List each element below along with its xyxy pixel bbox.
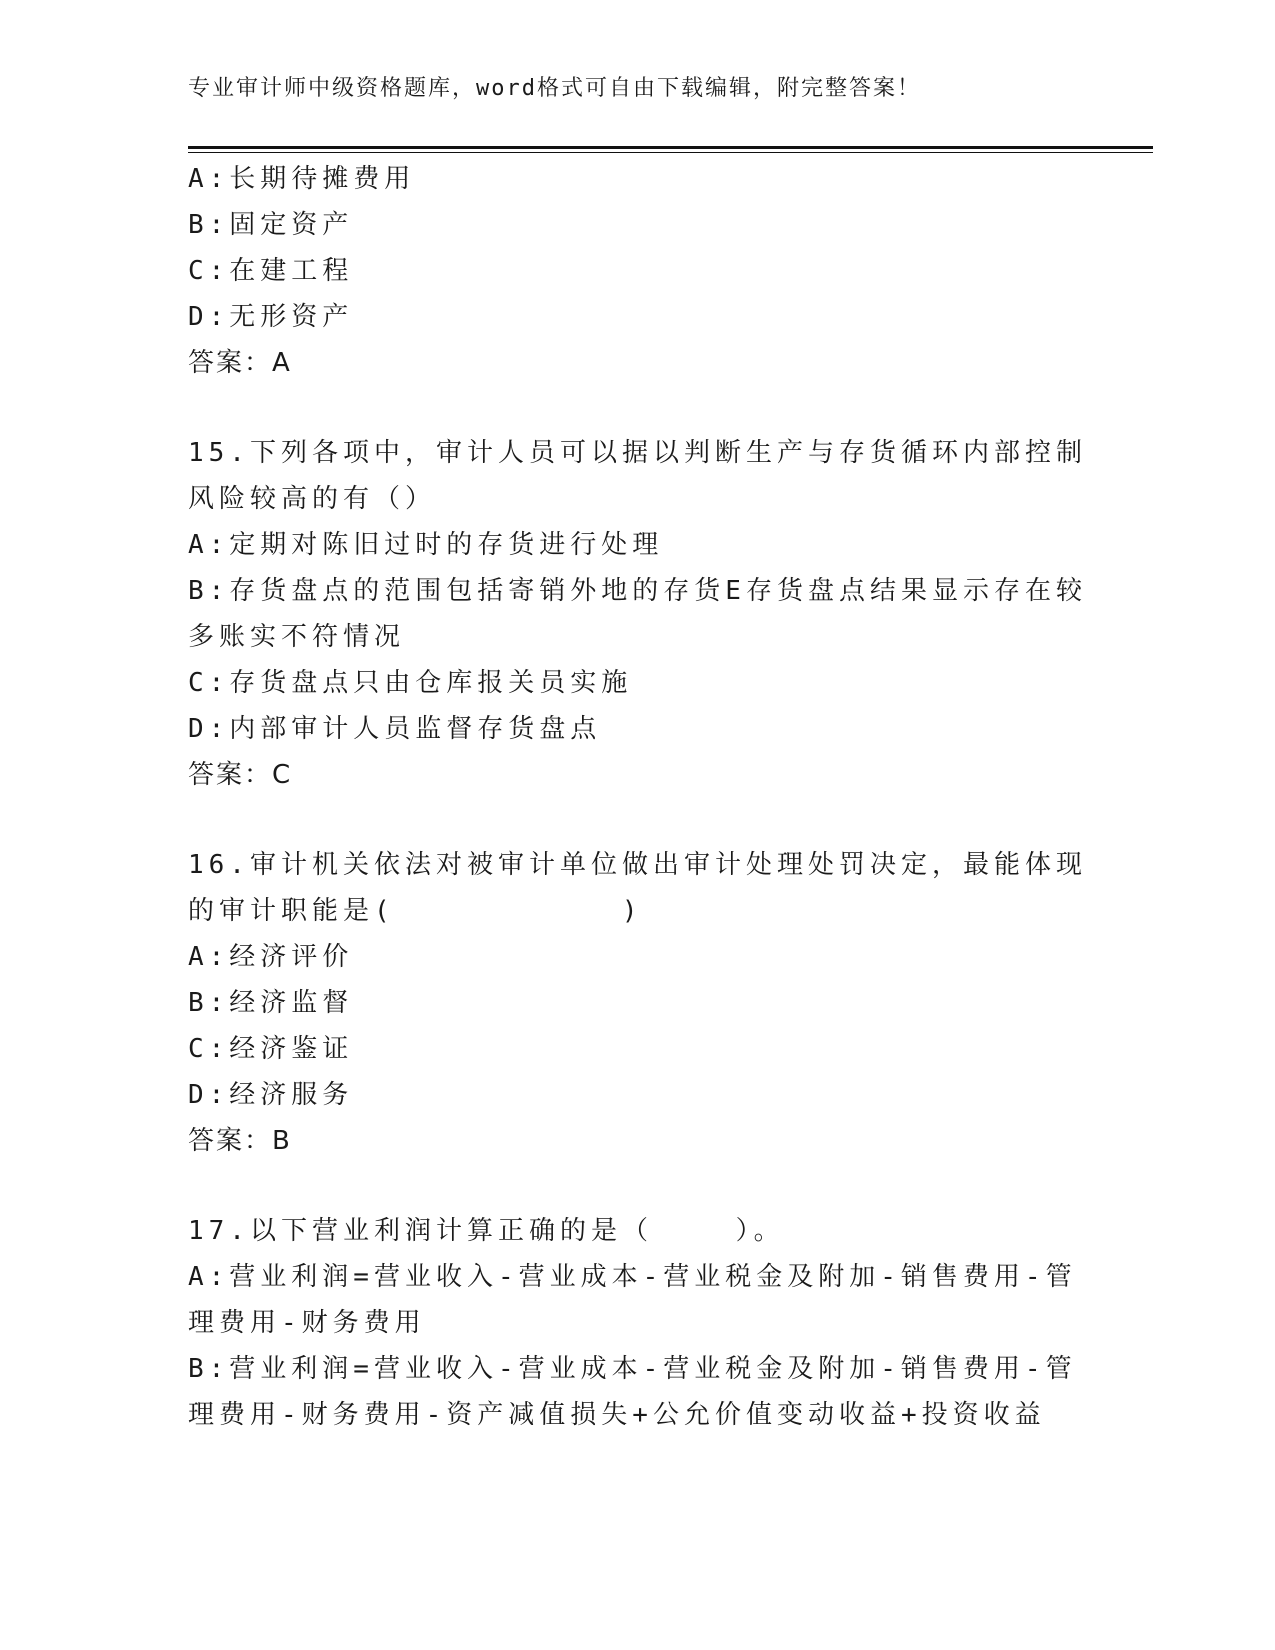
question-stem: 17.以下营业利润计算正确的是（ ）。 [188, 1216, 785, 1246]
option-b: B:存货盘点的范围包括寄销外地的存货E存货盘点结果显示存在较多账实不符情况 [188, 576, 1087, 652]
question-block [188, 430, 1088, 798]
header-rule-thin [188, 152, 1153, 153]
option-a: A:营业利润=营业收入-营业成本-营业税金及附加-销售费用-管理费用-财务费用 [188, 1262, 1077, 1338]
question-block [188, 156, 1088, 386]
option-c: C:经济鉴证 [188, 1034, 354, 1064]
option-b: B:经济监督 [188, 988, 354, 1018]
option-d: D:经济服务 [188, 1080, 354, 1110]
question-block [188, 842, 1088, 1164]
question-stem: 16.审计机关依法对被审计单位做出审计处理处罚决定，最能体现的审计职能是( ) [188, 850, 1087, 926]
option-d: D:内部审计人员监督存货盘点 [188, 714, 602, 744]
option-a: A:定期对陈旧过时的存货进行处理 [188, 530, 664, 560]
answer-line: 答案：C [188, 760, 293, 790]
option-c: C:存货盘点只由仓库报关员实施 [188, 668, 633, 698]
answer-line: 答案：A [188, 348, 292, 378]
document-header: 专业审计师中级资格题库，word格式可自由下载编辑，附完整答案！ [188, 76, 921, 101]
header-rule-thick [188, 146, 1153, 149]
answer-line: 答案：B [188, 1126, 292, 1156]
option-a: A:经济评价 [188, 942, 354, 972]
option-b: B:营业利润=营业收入-营业成本-营业税金及附加-销售费用-管理费用-财务费用-资产减值损失+公允价值变动收益+投资收益 [188, 1354, 1077, 1430]
question-block [188, 1208, 1088, 1438]
option-d: D:无形资产 [188, 302, 354, 332]
question-content [188, 156, 1088, 1438]
option-b: B:固定资产 [188, 210, 354, 240]
option-a: A:长期待摊费用 [188, 164, 416, 194]
option-c: C:在建工程 [188, 256, 354, 286]
question-stem: 15.下列各项中，审计人员可以据以判断生产与存货循环内部控制风险较高的有（） [188, 438, 1087, 514]
